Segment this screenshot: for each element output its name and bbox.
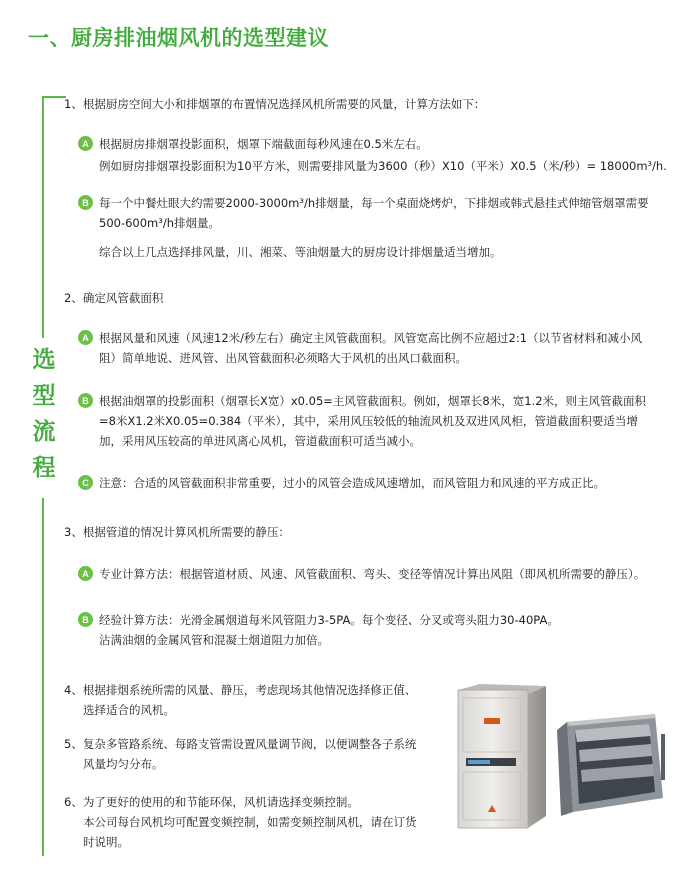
item-text-line: 注意：合适的风管截面积非常重要，过小的风管会造成风速增加，而风管阻力和风速的平方成正比。 [99,476,605,490]
section-1-item-a [78,134,667,176]
section-5-text [64,734,416,774]
section-3-item-b [78,610,559,650]
section-2-item-a [78,328,642,368]
section-5-line: 风量均匀分布。 [83,757,164,771]
badge-a-icon: A [78,566,93,581]
section-6-line: 6、为了更好的使用的和节能环保，风机请选择变频控制。 [64,795,359,809]
badge-a-icon: A [78,330,93,345]
section-1-heading: 1、根据厨房空间大小和排烟罩的布置情况选择风机所需要的风量，计算方法如下： [64,97,486,111]
section-2-item-b [78,391,646,451]
section-4-line: 选择适合的风机。 [83,703,175,717]
item-text-line: 阻）简单地说、进风管、出风管截面积必须略大于风机的出风口截面积。 [99,351,467,365]
item-text-line: 专业计算方法：根据管道材质、风速、风管截面积、弯头、变径等情况计算出风阻（即风机所需要的静压）。 [99,567,646,581]
section-3-item-a [78,564,645,584]
side-label-process [30,342,58,486]
badge-b-icon: B [78,195,93,210]
side-label-char: 程 [32,455,56,481]
badge-c-icon: C [78,475,93,490]
bracket-divider-top [42,96,66,98]
item-text-line: 沾满油烟的金属风管和混凝土烟道阻力加倍。 [99,633,329,647]
air-damper-image [555,712,667,816]
section-1-summary: 综合以上几点选择排风量，川、湘菜、等油烟量大的厨房设计排烟量适当增加。 [99,245,502,259]
item-text-line: =8米X1.2米X0.05=0.384（平米），其中，采用风压较低的轴流风机及双进风风柜，管道截面积要适当增 [99,414,638,428]
item-text-line: 500-600m³/h排烟量。 [99,216,221,230]
item-text-line: 经验计算方法：光滑金属烟道每米风管阻力3-5PA。每个变径、分叉或弯头阻力30-40PA。 [99,613,559,627]
section-3-heading: 3、根据管道的情况计算风机所需要的静压： [64,525,290,539]
badge-a-icon: A [78,136,93,151]
item-text-line: 每一个中餐灶眼大约需要2000-3000m³/h排烟量，每一个桌面烧烤炉，下排烟或韩式悬挂式伸缩管烟罩需要 [99,196,649,210]
section-6-text [64,792,417,852]
badge-b-icon: B [78,612,93,627]
item-text-line: 例如厨房排烟罩投影面积为10平方米，则需要排风量为3600（秒）X10（平米）X0.5（米/秒）= $18000m^3/h$. [99,159,667,173]
section-4-text [64,680,416,720]
page-title: 一、厨房排油烟风机的选型建议 [28,26,329,50]
badge-b-icon: B [78,393,93,408]
fan-cabinet-image [450,684,552,834]
section-6-line: 本公司每台风机均可配置变频控制，如需变频控制风机，请在订货 [83,815,417,829]
section-5-line: 5、复杂多管路系统、每路支管需设置风量调节阀，以便调整各子系统 [64,737,417,751]
section-6-line: 时说明。 [83,835,129,849]
item-text-line: 根据厨房排烟罩投影面积，烟罩下端截面每秒风速在0.5米左右。 [99,137,428,151]
section-1-item-b [78,193,649,233]
section-4-line: 4、根据排烟系统所需的风量、静压，考虑现场其他情况选择修正值、 [64,683,417,697]
item-text-line: 根据风量和风速（风速12米/秒左右）确定主风管截面积。风管宽高比例不应超过2:1（以节省材料和减小风 [99,331,643,345]
side-label-char: 型 [32,383,56,409]
side-label-char: 选 [32,347,56,373]
section-2-heading: 2、确定风管截面积 [64,291,164,305]
item-text-line: 根据油烟罩的投影面积（烟罩长X宽）x0.05=主风管截面积。例如，烟罩长8米，宽1.2米，则主风管截面积 [99,394,647,408]
section-2-item-c [78,473,605,493]
item-text-line: 加，采用风压较高的单进风离心风机，管道截面积可适当减小。 [99,434,421,448]
side-label-char: 流 [32,419,56,445]
